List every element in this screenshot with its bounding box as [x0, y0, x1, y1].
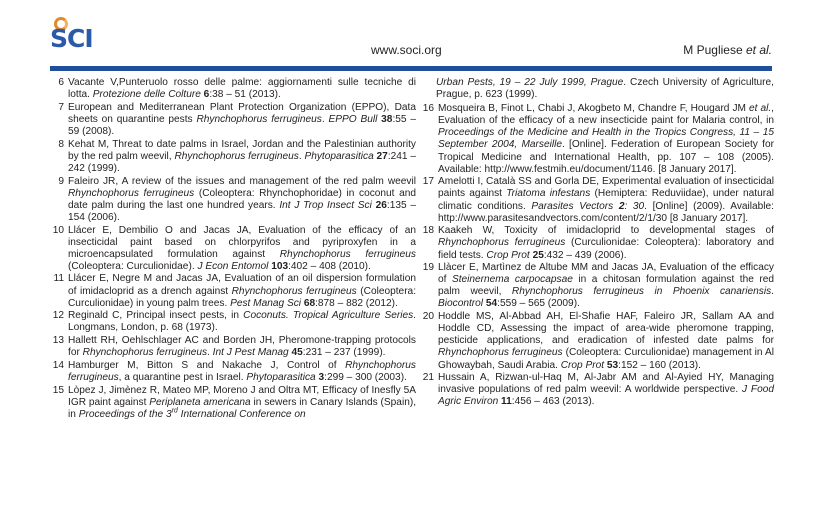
reference-number: 19	[422, 262, 434, 274]
reference-15-continued: Urban Pests, 19 – 22 July 1999, Prague. Czech University of Agriculture, Prague, p. 623 (1999).	[436, 77, 774, 101]
reference-number: 21	[422, 372, 434, 384]
reference-number: 11	[53, 273, 64, 285]
reference-number: 15	[52, 384, 64, 396]
reference-item	[50, 225, 416, 273]
references-column-right	[418, 77, 774, 409]
reference-number: 20	[422, 311, 434, 323]
reference-item	[50, 176, 416, 224]
reference-number: 13	[52, 335, 64, 347]
reference-text: Vacante V,Punteruolo rosso delle palme: aggiornamenti sulle tecniche di lotta. Protezione delle Colture 6:38 – 51 (2013).	[68, 77, 416, 101]
reference-number: 14	[52, 359, 64, 371]
reference-text: Faleiro JR, A review of the issues and management of the red palm weevil Rhynchophorus ferrugineus (Coleoptera: Rhynchophoridae) in coconut and date palm during the last one hundred years. Int J Trop Insect Sci 26:135 – 154 (2006).	[68, 175, 416, 223]
logo-text: SCI	[50, 24, 93, 53]
reference-text: Llácer E, Negre M and Jacas JA, Evaluation of an oil dispersion formulation of imidacloprid as a drench against Rhynchophorus ferrugineus (Coleoptera: Curculionidae) in young palm trees. Pest Manag Sci 68:878 – 882 (2012).	[68, 273, 417, 309]
running-head-author-name: M Pugliese	[683, 43, 743, 57]
reference-number: 18	[422, 225, 434, 237]
reference-number: 10	[52, 224, 64, 236]
reference-text: Llácer E, Dembilio O and Jacas JA, Evaluation of the efficacy of an insecticidal paint based on chlorpyrifos and pyriproxyfen in a microencapsulated formulation against Rhynchophorus ferrugineus (Coleoptera: Curculionidae). J Econ Entomol 103:402 – 408 (2010).	[68, 224, 416, 272]
reference-number: 9	[58, 175, 64, 187]
reference-text: Llàcer E, Martìnez de Altube MM and Jacas JA, Evaluation of the efficacy of Steinernema carpocapsae in a chitosan formulation against the red palm weevil, Rhynchophorus ferrugineus in Phoenix canariensis. Biocontrol 54:559 – 565 (2009).	[438, 262, 775, 310]
running-head-authors	[683, 43, 772, 57]
reference-text: European and Mediterranean Plant Protection Organization (EPPO), Data sheets on quarantine pests Rhynchophorus ferrugineus. EPPO Bull 38:55 – 59 (2008).	[68, 101, 416, 137]
reference-text: Kaakeh W, Toxicity of imidacloprid to developmental stages of Rhynchophorus ferrugineus (Curculionidae: Coleoptera): laboratory and field tests. Crop Prot 25:432 – 439 (2006).	[438, 225, 774, 261]
reference-number: 6	[58, 77, 64, 88]
reference-item	[418, 176, 774, 224]
reference-text: Mosqueira B, Finot L, Chabi J, Akogbeto M, Chandre F, Hougard JM et al., Evaluation of the efficacy of a new insecticide paint for Malaria control, in Proceedings of the Medicine and Health in the Tropics Congress, 11 – 15 September 2004, Marseille. [Online]. Federation of European Society for Tropical Medicine and International Health, pp. 107 – 108 (2005). Available: http://www.festmih.eu/document/1146. [8 January 2017].	[438, 103, 774, 175]
running-head-etal: et al.	[745, 43, 772, 57]
reference-text: Hoddle MS, Al-Abbad AH, El-Shafie HAF, Faleiro JR, Sallam AA and Hoddle CD, Assessing the impact of area-wide pheromone trapping, pesticide applications, and eradication of infested date palms for Rhynchophorus ferrugineus (Coleoptera: Curculionidae) management in Al Ghowaybah, Saudi Arabia. Crop Prot 53:152 – 160 (2013).	[438, 311, 774, 371]
reference-text: Kehat M, Threat to date palms in Israel, Jordan and the Palestinian authority by the red palm weevil, Rhynchophorus ferrugineus. Phytoparasitica 27:241 – 242 (1999).	[68, 138, 416, 174]
journal-url: www.soci.org	[371, 43, 442, 57]
reference-number: 17	[422, 176, 434, 188]
reference-item	[50, 310, 416, 334]
reference-number: 12	[52, 310, 64, 322]
reference-item	[418, 225, 774, 261]
reference-text: Lòpez J, Jimènez R, Mateo MP, Moreno J and Oltra MT, Efficacy of Inesfly 5A IGR paint against Periplaneta americana in sewers in Canary Islands (Spain), in Proceedings of the 3rd International Conference on	[68, 384, 417, 420]
reference-text: Reginald C, Principal insect pests, in Coconuts. Tropical Agriculture Series. Longmans, London, p. 68 (1973).	[68, 310, 416, 334]
reference-item	[50, 273, 416, 309]
reference-number: 16	[422, 103, 434, 115]
reference-text: Amelotti I, Català SS and Gorla DE, Experimental evaluation of insecticidal paints against Triatoma infestans (Hemiptera: Reduviidae), under natural climatic conditions. Parasites Vectors 2: 30. [Online] (2009). Available: http://www.parasitesandvectors.com/content/2/1/30 [8 January 2017].	[438, 176, 774, 224]
reference-text: Hamburger M, Bitton S and Nakache J, Control of Rhynchophorus ferrugineus, a quarantine pest in Israel. Phytoparasitica 3:299 – 300 (2003).	[68, 359, 416, 383]
references-column-left	[50, 77, 416, 422]
reference-item	[418, 372, 774, 408]
reference-item	[418, 103, 774, 176]
sci-logo	[50, 17, 112, 55]
reference-item	[418, 262, 774, 310]
reference-item	[50, 335, 416, 359]
reference-number: 7	[58, 101, 64, 113]
reference-item	[50, 77, 416, 101]
reference-item	[418, 311, 774, 371]
reference-item	[50, 360, 416, 384]
reference-text: Hallett RH, Oehlschlager AC and Borden JH, Pheromone-trapping protocols for Rhynchophorus ferrugineus. Int J Pest Manag 45:231 – 237 (1999).	[68, 335, 416, 359]
reference-text: Hussain A, Rizwan-ul-Haq M, Al-Jabr AM and Al-Ayied HY, Managing invasive populations of red palm weevil: A worldwide perspective. J Food Agric Environ 11:456 – 463 (2013).	[438, 372, 774, 408]
header-rule	[50, 66, 772, 71]
reference-item	[50, 385, 416, 421]
reference-item	[50, 102, 416, 138]
reference-number: 8	[58, 138, 64, 150]
reference-item	[50, 139, 416, 175]
